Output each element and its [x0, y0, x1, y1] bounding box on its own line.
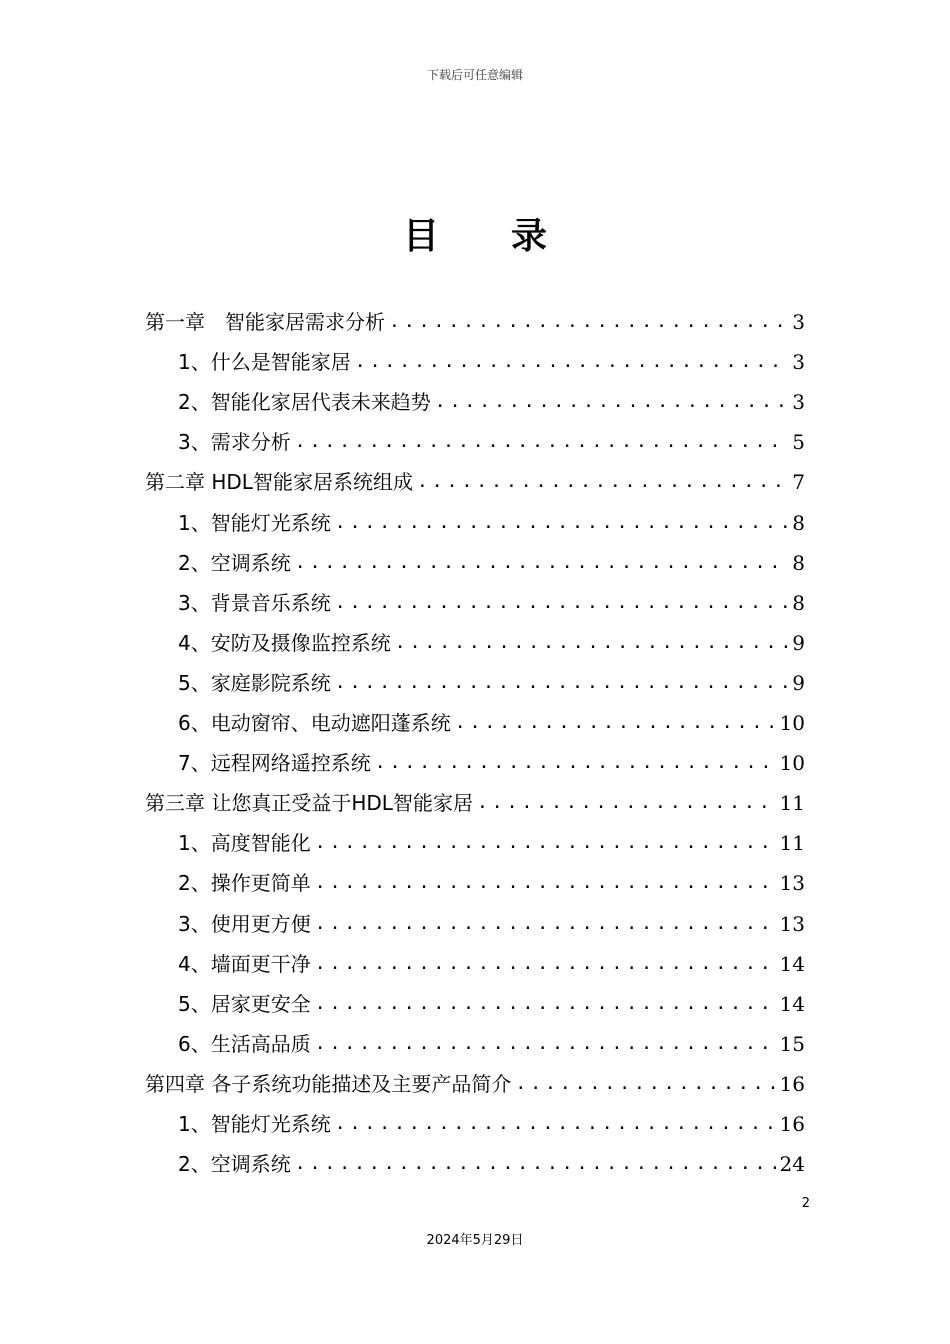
toc-entry-page: 7 [792, 470, 805, 495]
toc-entry-page: 11 [779, 831, 805, 856]
toc-section-entry[interactable] [145, 861, 805, 901]
toc-entry-label: 3、需求分析 [178, 430, 291, 455]
toc-entry-page: 3 [792, 310, 805, 335]
toc-entry-label: 5、家庭影院系统 [178, 670, 331, 695]
toc-entry-page: 16 [779, 1111, 805, 1136]
toc-entry-page: 9 [792, 670, 805, 695]
toc-dot-leader [335, 505, 789, 541]
toc-entry-page: 8 [792, 590, 805, 615]
toc-entry-label: 6、生活高品质 [178, 1031, 311, 1056]
toc-dot-leader [295, 424, 789, 460]
toc-entry-label: 1、什么是智能家居 [178, 350, 351, 375]
toc-section-entry[interactable] [145, 500, 805, 540]
toc-entry-label: 2、空调系统 [178, 1152, 291, 1177]
page-header: 下载后可任意编辑 [426, 68, 523, 82]
toc-dot-leader [375, 745, 776, 781]
toc-entry-label: 3、使用更方便 [178, 911, 311, 936]
toc-section-entry[interactable] [145, 621, 805, 661]
table-of-contents [145, 300, 805, 1182]
toc-entry-page: 13 [779, 911, 805, 936]
toc-chapter-entry[interactable] [145, 1062, 805, 1102]
toc-entry-label: 6、电动窗帘、电动遮阳蓬系统 [178, 711, 451, 736]
toc-section-entry[interactable] [145, 821, 805, 861]
toc-chapter-entry[interactable] [145, 300, 805, 340]
toc-entry-page: 11 [779, 791, 805, 816]
toc-dot-leader [315, 906, 776, 942]
toc-chapter-entry[interactable] [145, 460, 805, 500]
toc-entry-page: 10 [779, 751, 805, 776]
toc-entry-label: 第一章 智能家居需求分析 [145, 310, 385, 335]
toc-section-entry[interactable] [145, 982, 805, 1022]
toc-section-entry[interactable] [145, 420, 805, 460]
toc-dot-leader [389, 304, 788, 340]
toc-dot-leader [515, 1066, 775, 1102]
toc-entry-page: 14 [779, 991, 805, 1016]
toc-entry-page: 24 [779, 1152, 805, 1177]
toc-entry-label: 1、智能灯光系统 [178, 1111, 331, 1136]
toc-dot-leader [335, 1106, 776, 1142]
toc-dot-leader [477, 785, 776, 821]
toc-entry-page: 10 [779, 711, 805, 736]
toc-entry-label: 1、智能灯光系统 [178, 510, 331, 535]
toc-entry-page: 3 [792, 350, 805, 375]
toc-dot-leader [355, 344, 789, 380]
toc-entry-page: 5 [792, 430, 805, 455]
toc-dot-leader [315, 946, 776, 982]
toc-dot-leader [295, 545, 789, 581]
toc-entry-label: 3、背景音乐系统 [178, 590, 331, 615]
toc-entry-label: 2、智能化家居代表未来趋势 [178, 390, 431, 415]
toc-section-entry[interactable] [145, 380, 805, 420]
toc-chapter-entry[interactable] [145, 781, 805, 821]
toc-entry-label: 1、高度智能化 [178, 831, 311, 856]
toc-section-entry[interactable] [145, 942, 805, 982]
toc-section-entry[interactable] [145, 901, 805, 941]
toc-dot-leader [315, 986, 776, 1022]
toc-dot-leader [417, 464, 788, 500]
toc-entry-label: 2、空调系统 [178, 550, 291, 575]
toc-dot-leader [395, 625, 789, 661]
toc-entry-page: 16 [779, 1071, 805, 1096]
toc-entry-label: 7、远程网络遥控系统 [178, 751, 371, 776]
toc-entry-page: 3 [792, 390, 805, 415]
toc-entry-page: 8 [792, 550, 805, 575]
toc-entry-label: 2、操作更简单 [178, 871, 311, 896]
toc-section-entry[interactable] [145, 741, 805, 781]
toc-entry-label: 4、墙面更干净 [178, 951, 311, 976]
page-title: 目录 [402, 216, 619, 257]
toc-entry-page: 15 [779, 1031, 805, 1056]
toc-dot-leader [315, 1026, 776, 1062]
toc-section-entry[interactable] [145, 1022, 805, 1062]
toc-entry-label: 4、安防及摄像监控系统 [178, 630, 391, 655]
toc-entry-label: 第二章 HDL智能家居系统组成 [145, 470, 413, 495]
toc-section-entry[interactable] [145, 1142, 805, 1182]
toc-dot-leader [315, 865, 776, 901]
toc-section-entry[interactable] [145, 541, 805, 581]
toc-dot-leader [335, 665, 789, 701]
toc-entry-label: 5、居家更安全 [178, 991, 311, 1016]
toc-section-entry[interactable] [145, 661, 805, 701]
toc-entry-page: 13 [779, 871, 805, 896]
toc-section-entry[interactable] [145, 581, 805, 621]
toc-dot-leader [335, 585, 789, 621]
toc-section-entry[interactable] [145, 701, 805, 741]
toc-dot-leader [295, 1146, 776, 1182]
toc-entry-label: 第三章 让您真正受益于HDL智能家居 [145, 791, 473, 816]
toc-section-entry[interactable] [145, 1102, 805, 1142]
toc-dot-leader [435, 384, 789, 420]
toc-dot-leader [315, 825, 776, 861]
toc-entry-page: 14 [779, 951, 805, 976]
toc-entry-page: 9 [792, 630, 805, 655]
toc-entry-page: 8 [792, 510, 805, 535]
page-number: 2 [801, 1196, 810, 1211]
footer-date: 2024年5月29日 [426, 1233, 524, 1248]
toc-dot-leader [455, 705, 776, 741]
toc-entry-label: 第四章 各子系统功能描述及主要产品简介 [145, 1071, 512, 1096]
toc-section-entry[interactable] [145, 340, 805, 380]
